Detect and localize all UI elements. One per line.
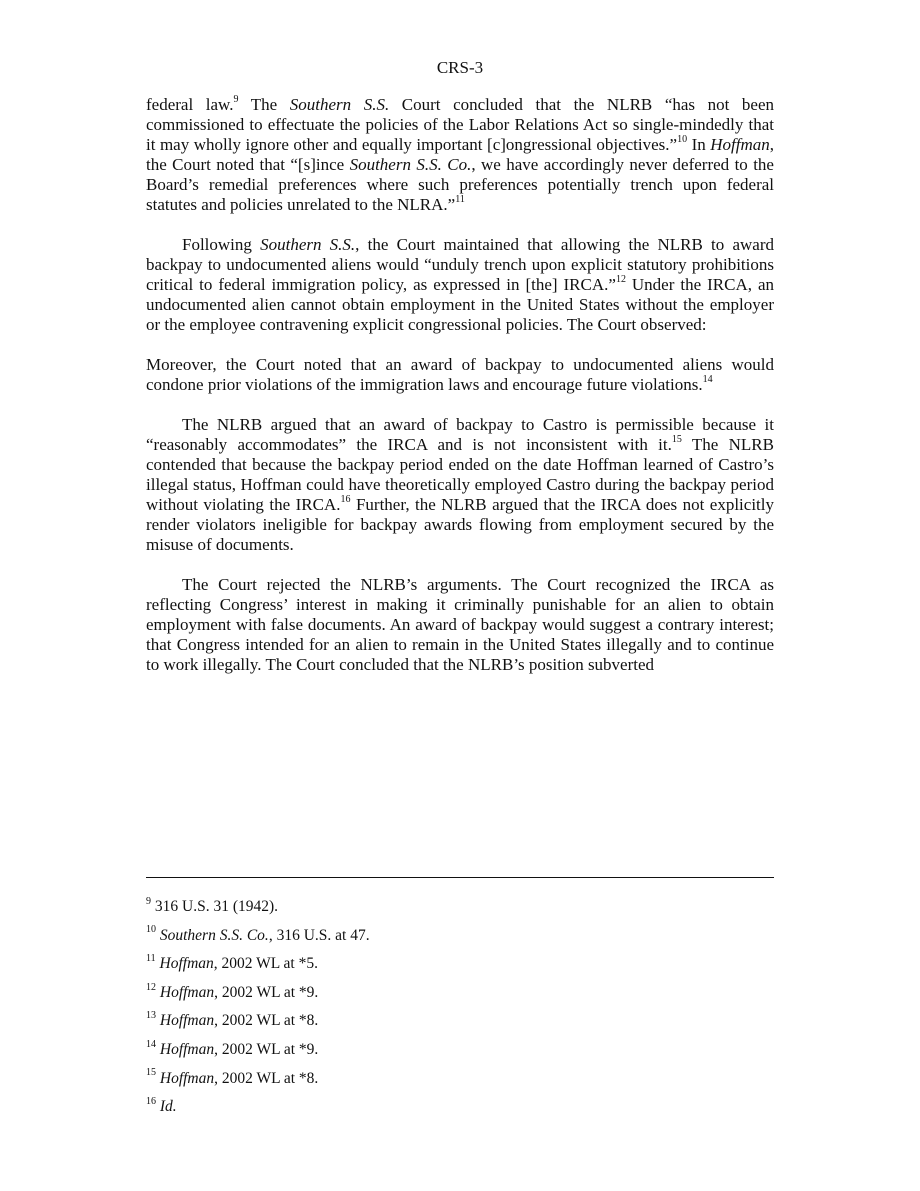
case-name: Southern S.S. Co. — [349, 155, 472, 174]
case-name: Southern S.S. — [260, 235, 356, 254]
body-text — [146, 95, 774, 675]
footnote-ref-10: 10 — [677, 134, 688, 146]
text-run: Following — [182, 235, 261, 254]
footnote-ref-12: 12 — [615, 274, 626, 286]
footnote-text: , 2002 WL at *8. — [214, 1069, 319, 1087]
footnote-number: 14 — [146, 1038, 156, 1050]
footnote-9 — [146, 895, 774, 927]
text-run: Court concluded that the NLRB “has not been commissioned to effectuate the policies of the Labor Relations Act so single-mindedly that it may wholly ignore other and equally important [c]ongressional objectives.” — [146, 95, 775, 154]
footnote-ref-11: 11 — [455, 194, 465, 206]
footnote-text: , 2002 WL at *5. — [213, 955, 318, 973]
text-run: federal law. — [146, 95, 234, 114]
footnote-citation: Hoffman — [159, 1040, 215, 1058]
text-run: Moreover, the Court noted that an award of backpay to undocumented aliens would condone prior violations of the immigration laws and encourage future violations. — [146, 355, 774, 394]
text-run: Under the IRCA, an undocumented alien cannot obtain employment in the United States without the employer or the employee contravening explicit congressional policies. The Court observed: — [146, 275, 774, 334]
footnote-number: 9 — [146, 895, 151, 907]
footnote-text: , 2002 WL at *9. — [214, 1040, 319, 1058]
footnote-citation: Hoffman — [159, 1069, 215, 1087]
footnote-ref-15: 15 — [671, 434, 682, 446]
text-run: The NLRB argued that an award of backpay to Castro is permissible because it “reasonably accommodates” the IRCA and is not inconsistent with it. — [146, 415, 774, 454]
footnote-15 — [146, 1067, 774, 1099]
footnote-number: 11 — [146, 953, 156, 965]
footnote-text: 316 U.S. 31 (1942). — [154, 898, 279, 915]
footnote-text: , 2002 WL at *8. — [214, 1012, 319, 1030]
text-run: The NLRB contended that because the backpay period ended on the date Hoffman learned of Castro’s illegal status, Hoffman could have theoretically employed Castro during the backpay period without violating the IRCA. — [146, 435, 774, 514]
footnote-14 — [146, 1038, 774, 1070]
footnote-text: , 2002 WL at *9. — [214, 983, 319, 1001]
paragraph-1 — [146, 95, 774, 215]
case-name: Hoffman — [710, 135, 770, 154]
footnote-16 — [146, 1098, 774, 1127]
paragraph-4 — [146, 415, 774, 555]
footnote-citation: Hoffman — [159, 955, 214, 973]
text-run: The — [238, 95, 290, 114]
footnote-separator — [146, 877, 774, 878]
text-run: The Court rejected the NLRB’s arguments. The Court recognized the IRCA as reflecting Congress’ interest in making it criminally punishable for an alien to obtain employment with false documents. An award of backpay would suggest a contrary interest; that Congress intended for an alien to remain in the United States illegally and to continue to work illegally. The Court concluded that the NLRB’s position subverted — [146, 575, 774, 674]
footnote-number: 13 — [146, 1010, 156, 1022]
text-run: , we have accordingly never deferred to the Board’s remedial preferences where such preferences potentially trench upon federal statutes and policies unrelated to the NLRA.” — [146, 155, 774, 214]
text-run: , the Court maintained that allowing the NLRB to award backpay to undocumented aliens would “unduly trench upon explicit statutory prohibitions critical to federal immigration policy, as expressed in [the] IRCA.” — [146, 235, 774, 294]
text-run: , the Court noted that “[s]ince — [146, 135, 774, 174]
footnote-number: 12 — [146, 981, 156, 993]
footnote-ref-16: 16 — [340, 494, 351, 506]
footnote-text: , 316 U.S. at 47. — [268, 926, 370, 944]
page-number-header: CRS-3 — [436, 58, 484, 77]
footnote-ref-14: 14 — [702, 374, 713, 386]
paragraph-2 — [146, 235, 774, 335]
footnote-citation: Id. — [159, 1098, 177, 1116]
footnote-ref-9: 9 — [233, 94, 239, 106]
footnote-11 — [146, 955, 774, 984]
footnote-number: 16 — [146, 1096, 156, 1107]
text-run: In — [687, 135, 711, 154]
footnote-13 — [146, 1012, 774, 1041]
footnote-12 — [146, 981, 774, 1013]
paragraph-3 — [146, 355, 774, 395]
paragraph-5 — [146, 575, 774, 675]
footnote-citation: Southern S.S. Co. — [159, 926, 269, 944]
footnote-10 — [146, 924, 774, 956]
footnotes — [146, 895, 774, 1127]
footnote-number: 15 — [146, 1067, 156, 1079]
footnote-number: 10 — [146, 924, 156, 936]
text-run: Further, the NLRB argued that the IRCA does not explicitly render violators ineligible for backpay awards flowing from employment secured by the misuse of documents. — [146, 495, 774, 554]
footnote-citation: Hoffman — [159, 1012, 215, 1030]
footnote-citation: Hoffman — [159, 983, 215, 1001]
case-name: Southern S.S. — [289, 95, 390, 114]
